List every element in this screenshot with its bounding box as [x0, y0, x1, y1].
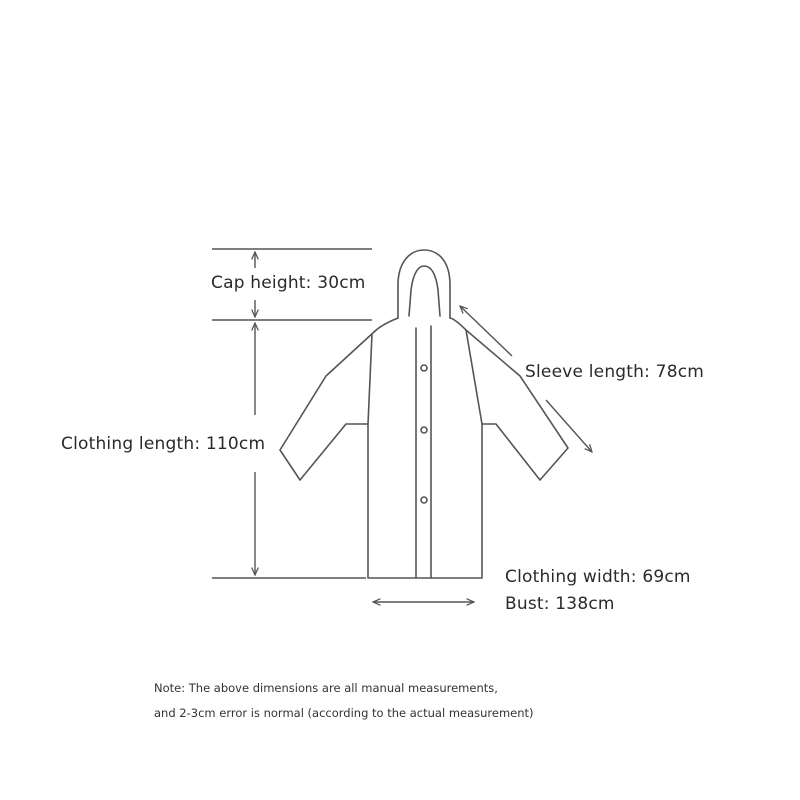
bust-label: Bust: 138cm — [505, 594, 615, 614]
coat-body — [280, 318, 568, 578]
clothing-width-label: Clothing width: 69cm — [505, 567, 691, 587]
button-1 — [421, 365, 427, 371]
button-3 — [421, 497, 427, 503]
sleeve-length-label: Sleeve length: 78cm — [525, 362, 705, 382]
button-2 — [421, 427, 427, 433]
clothing-length-label: Clothing length: 110cm — [61, 434, 266, 454]
raincoat-outline — [280, 250, 568, 578]
dimension-lines — [212, 249, 592, 602]
cap-height-label: Cap height: 30cm — [211, 273, 366, 293]
hood-shape — [398, 250, 450, 318]
note-line-1: Note: The above dimensions are all manual measurements, — [154, 681, 498, 695]
note-line-2: and 2-3cm error is normal (according to the actual measurement) — [154, 706, 534, 720]
right-sleeve-seam — [466, 330, 482, 424]
hood-inner — [409, 266, 440, 316]
left-sleeve-seam — [368, 334, 372, 424]
